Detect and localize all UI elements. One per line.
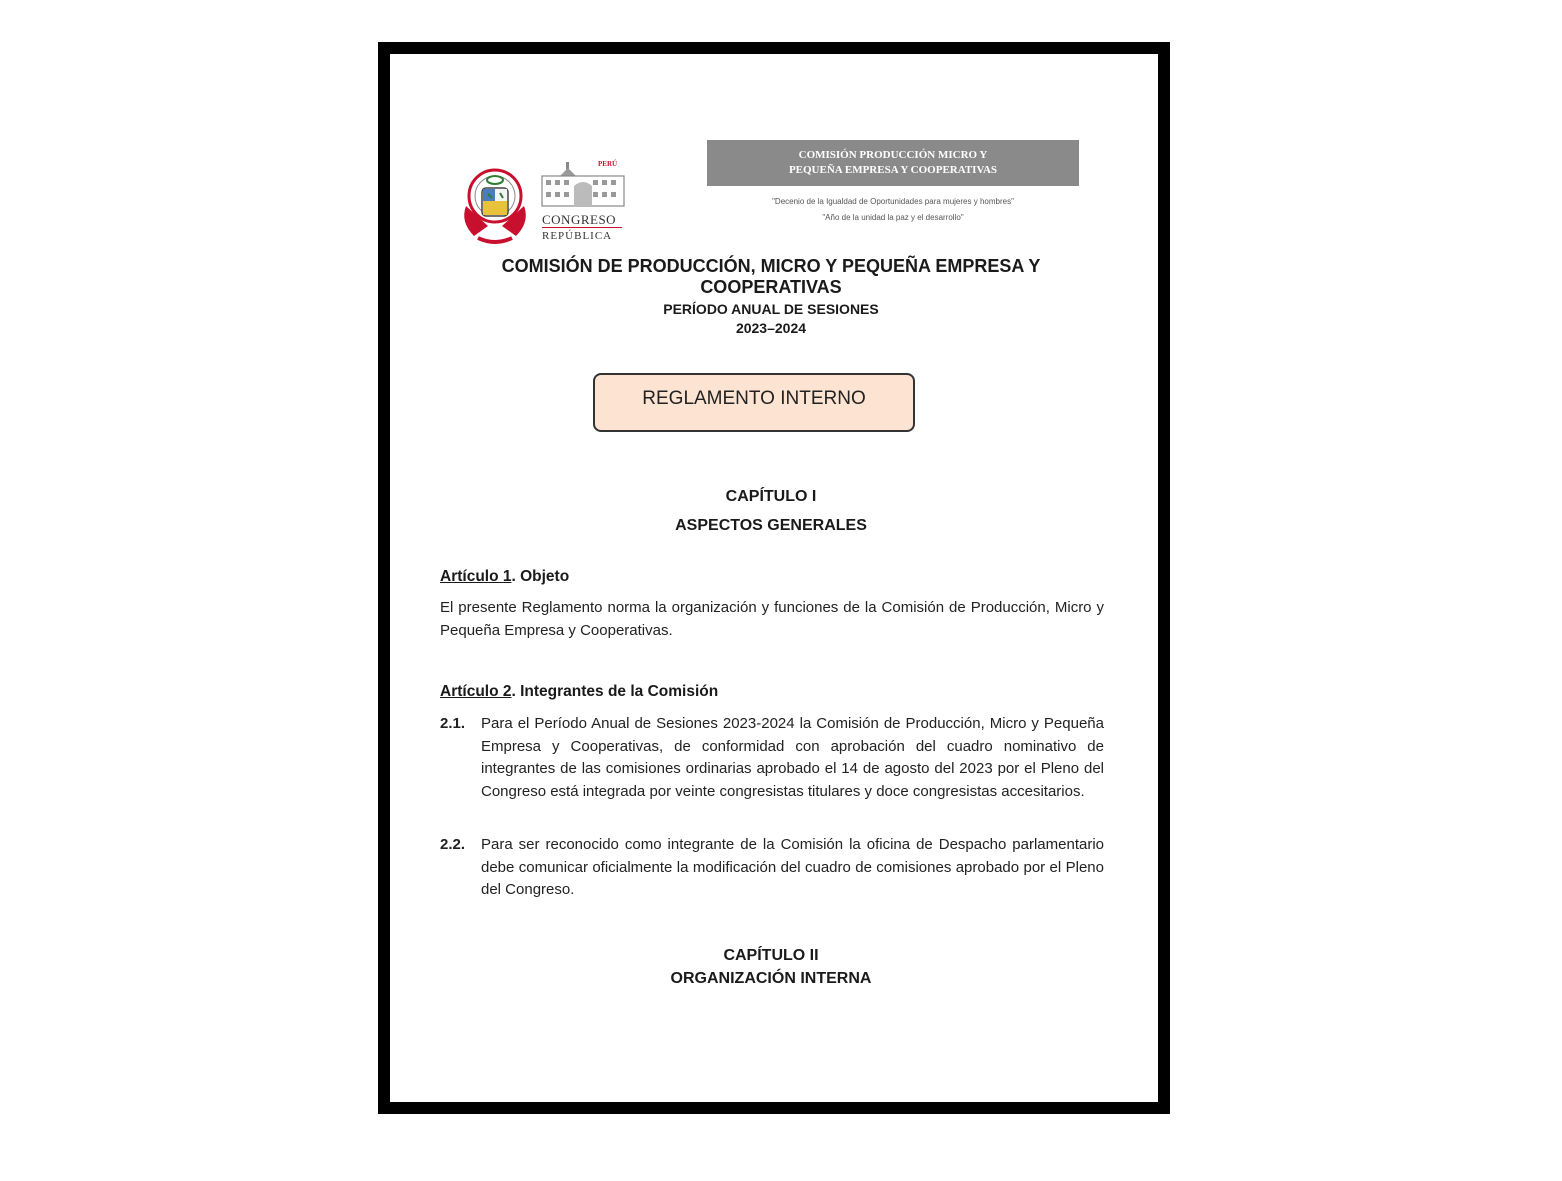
article2-title: . Integrantes de la Comisión (511, 683, 719, 700)
chapter2-number: CAPÍTULO II (723, 947, 819, 964)
title-line1: COMISIÓN DE PRODUCCIÓN, MICRO Y PEQUEÑA EMPRESA Y (501, 256, 1041, 276)
period-years: 2023–2024 (735, 320, 807, 336)
article1-heading (440, 568, 569, 586)
article2-label: Artículo 2 (440, 683, 512, 700)
congreso-logo-name: CONGRESO (542, 212, 617, 227)
reglamento-interno-box (593, 373, 915, 432)
chapter1-number: CAPÍTULO I (725, 488, 817, 505)
chapter2-name: ORGANIZACIÓN INTERNA (670, 970, 872, 987)
congreso-logo-republica: REPÚBLICA (542, 230, 613, 242)
decenio-motto (707, 194, 1079, 226)
item-text: Para el Período Anual de Sesiones 2023-2024 la Comisión de Producción, Micro y Pequeña Empresa y Cooperativas, de conformidad con aprobación del cuadro nominativo de integrantes de las comisiones ordinarias aprobado el 14 de agosto del 2023 por el Pleno del Congreso está integrada por veinte congresistas titulares y doce congresistas accesitarios. (481, 715, 1104, 800)
document-page (378, 42, 1170, 1114)
article1-label: Artículo 1 (440, 568, 512, 585)
session-period (430, 300, 1112, 338)
reglamento-label: REGLAMENTO INTERNO (642, 387, 866, 409)
item-number: 2.2. (440, 836, 466, 853)
item-number: 2.1. (440, 715, 466, 732)
decenio-text: "Decenio de la Igualdad de Oportunidades para mujeres y hombres" (772, 197, 1014, 206)
item-text: Para ser reconocido como integrante de la Comisión la oficina de Despacho parlamentario debe comunicar oficialmente la modificación del cuadro de comisiones aprobado por el Pleno del Congreso. (481, 836, 1104, 898)
article1-text: El presente Reglamento norma la organización y funciones de la Comisión de Producción, Micro y Pequeña Empresa y Cooperativas. (440, 599, 1104, 639)
congreso-logo (538, 158, 634, 248)
commission-banner (707, 140, 1079, 186)
congreso-logo-peru-label: PERÚ (598, 160, 618, 168)
commission-banner-line1: COMISIÓN PRODUCCIÓN MICRO Y (798, 149, 988, 161)
chapter1-name: ASPECTOS GENERALES (675, 517, 867, 534)
article2-item (440, 713, 1104, 803)
title-line2: COOPERATIVAS (700, 277, 842, 297)
commission-banner-line2: PEQUEÑA EMPRESA Y COOPERATIVAS (788, 164, 998, 176)
peru-coat-of-arms-logo (458, 166, 532, 248)
article2-item (440, 834, 1104, 902)
article1-title: . Objeto (511, 568, 570, 585)
anio-text: "Año de la unidad la paz y el desarrollo" (822, 213, 964, 222)
congreso-logo-divider (542, 227, 622, 228)
document-title (430, 256, 1112, 298)
article2-heading (440, 683, 718, 701)
period-label: PERÍODO ANUAL DE SESIONES (663, 301, 879, 317)
